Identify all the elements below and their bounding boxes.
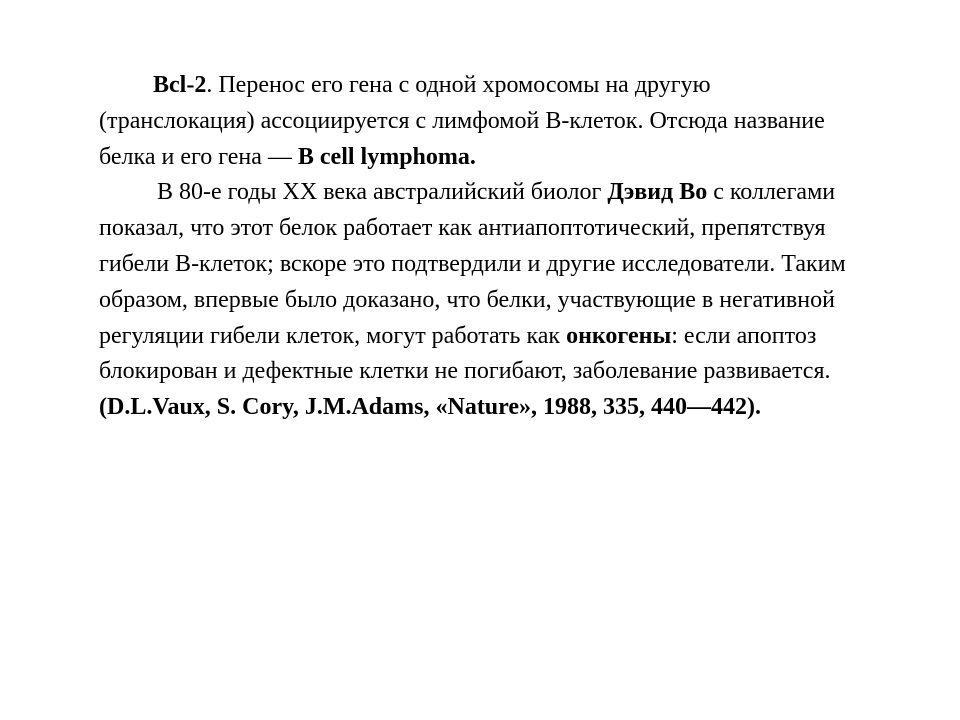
citation [99,390,869,426]
paragraph2-text-a: В 80-е годы XX века австралийский биолог [157,179,608,206]
paragraph-bcl2-origin [99,68,869,175]
paragraph-discovery [99,175,869,390]
keyword-oncogenes: онкогены [566,322,672,349]
term-bcl2: Bcl-2 [153,72,207,98]
person-name: Дэвид Во [607,179,708,206]
slide-text-block [99,68,869,426]
paragraph2-text-c: : если апоптоз блокирован и дефектные клетки не погибают, заболевание развивается. [99,322,831,385]
paragraph1-text: . Перенос его гена с одной хромосомы на другую (транслокация) ассоциируется с лимфомой B-клеток. Отсюда название белка и его гена — [99,72,825,170]
term-expansion: B cell lymphoma. [297,143,476,170]
paragraph2-text-b: с коллегами показал, что этот белок работает как антиапоптотический, препятствуя гибели B-клеток; вскоре это подтвердили и другие исследователи. Таким образом, впервые было доказано, что белки, участвующие в негативной регуляции гибели клеток, могут работать как [99,179,846,349]
citation-text: (D.L.Vaux, S. Cory, J.M.Adams, «Nature», 1988, 335, 440—442). [99,394,762,421]
